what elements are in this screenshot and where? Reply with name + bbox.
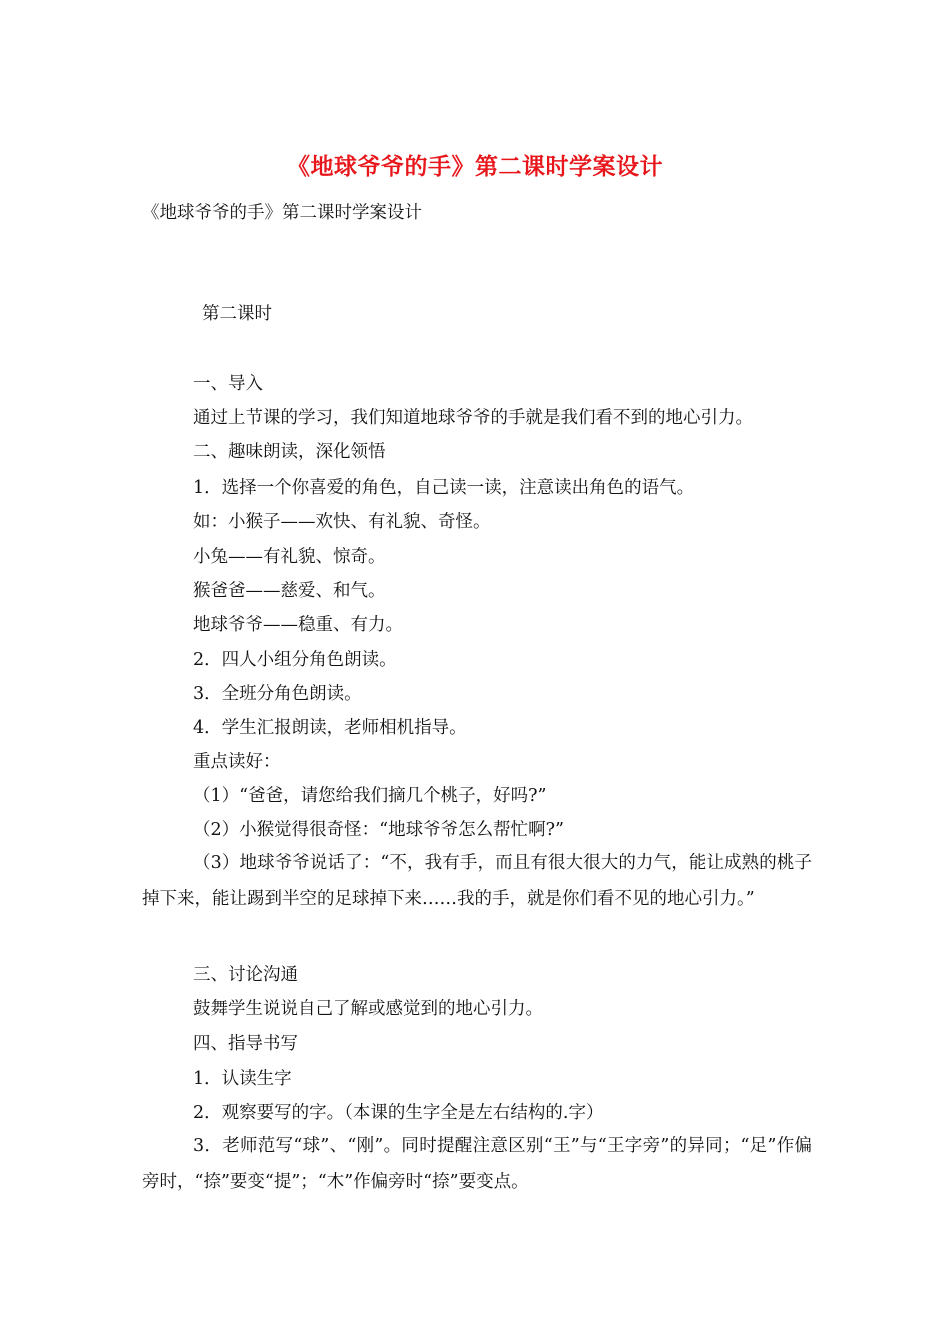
body-line: 2．四人小组分角色朗读。 <box>193 650 397 670</box>
body-line: 如：小猴子——欢快、有礼貌、奇怪。 <box>193 512 491 532</box>
body-line: 1．选择一个你喜爱的角色，自己读一读，注意读出角色的语气。 <box>193 478 695 498</box>
body-line: 3．全班分角色朗读。 <box>193 684 362 704</box>
document-subtitle: 《地球爷爷的手》第二课时学案设计 <box>142 203 422 223</box>
body-line: 小兔——有礼貌、惊奇。 <box>193 547 386 567</box>
quote-paragraph: （3）地球爷爷说话了：“不，我有手，而且有很大很大的力气，能让成熟的桃子掉下来，能让踢到半空的足球掉下来……我的手，就是你们看不见的地心引力。” <box>142 853 812 909</box>
writing-paragraph: 3．老师范写“球”、“刚”。同时提醒注意区别“王”与“王字旁”的异同；“足”作偏旁时，“捺”要变“提”；“木”作偏旁时“捺”要变点。 <box>142 1136 812 1192</box>
body-line: 地球爷爷——稳重、有力。 <box>193 615 403 635</box>
section-heading-reading: 二、趣味朗读，深化领悟 <box>193 442 386 462</box>
body-line: 猴爸爸——慈爱、和气。 <box>193 581 386 601</box>
section-heading-intro: 一、导入 <box>193 374 263 394</box>
body-line: 通过上节课的学习，我们知道地球爷爷的手就是我们看不到的地心引力。 <box>193 408 753 428</box>
section-heading-writing: 四、指导书写 <box>193 1034 298 1054</box>
document-title: 《地球爷爷的手》第二课时学案设计 <box>287 153 663 180</box>
body-line: 1．认读生字 <box>193 1069 292 1089</box>
body-line: 重点读好： <box>193 752 281 772</box>
body-line: 2．观察要写的字。（本课的生字全是左右结构的.字） <box>193 1103 604 1123</box>
quote-line: （1）“爸爸，请您给我们摘几个桃子，好吗?” <box>193 786 547 806</box>
body-line: 鼓舞学生说说自己了解或感觉到的地心引力。 <box>193 999 543 1019</box>
body-line: 4．学生汇报朗读，老师相机指导。 <box>193 718 467 738</box>
lesson-heading: 第二课时 <box>202 304 272 324</box>
quote-line: （2）小猴觉得很奇怪：“地球爷爷怎么帮忙啊?” <box>193 820 564 840</box>
section-heading-discussion: 三、讨论沟通 <box>193 965 298 985</box>
